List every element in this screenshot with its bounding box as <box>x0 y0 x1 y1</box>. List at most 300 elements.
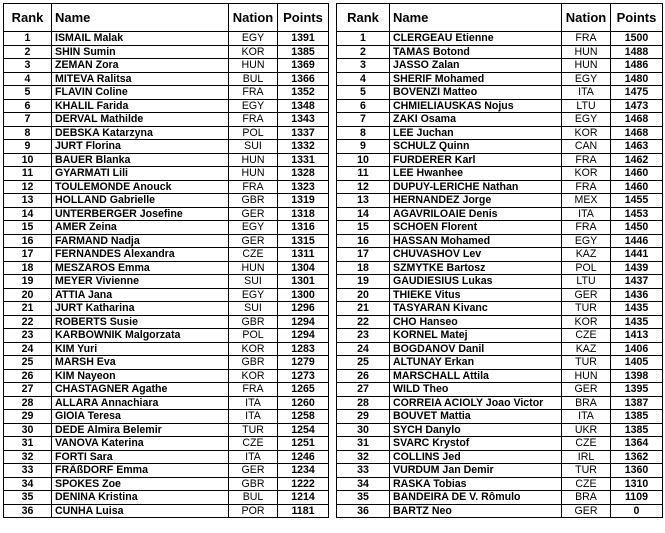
name-cell: SHIN Sumin <box>52 45 229 59</box>
name-cell: MITEVA Ralitsa <box>52 72 229 86</box>
rank-cell: 11 <box>4 167 52 181</box>
rank-cell: 29 <box>4 410 52 424</box>
table-row <box>337 180 663 194</box>
points-cell: 1323 <box>278 180 329 194</box>
points-cell: 1453 <box>611 207 663 221</box>
rank-cell: 8 <box>4 126 52 140</box>
header-row <box>4 4 329 32</box>
points-cell: 1435 <box>611 315 663 329</box>
table-row <box>337 248 663 262</box>
table-row <box>337 396 663 410</box>
name-cell: CORREIA ACIOLY Joao Victor <box>390 396 562 410</box>
rank-cell: 20 <box>337 288 390 302</box>
name-cell: SCHULZ Quinn <box>390 140 562 154</box>
rank-cell: 31 <box>337 437 390 451</box>
points-cell: 1246 <box>278 450 329 464</box>
points-cell: 1387 <box>611 396 663 410</box>
points-cell: 1328 <box>278 167 329 181</box>
rank-cell: 17 <box>337 248 390 262</box>
name-cell: MESZAROS Emma <box>52 261 229 275</box>
rank-cell: 1 <box>4 32 52 46</box>
nation-cell: LTU <box>562 275 611 289</box>
rank-cell: 35 <box>337 491 390 505</box>
nation-cell: EGY <box>229 99 278 113</box>
nation-cell: IRL <box>562 450 611 464</box>
name-cell: DERVAL Mathilde <box>52 113 229 127</box>
rank-cell: 12 <box>337 180 390 194</box>
points-cell: 1318 <box>278 207 329 221</box>
nation-cell: CZE <box>229 437 278 451</box>
points-cell: 1385 <box>278 45 329 59</box>
rank-cell: 13 <box>4 194 52 208</box>
table-row <box>337 207 663 221</box>
name-cell: FLAVIN Coline <box>52 86 229 100</box>
rank-cell: 23 <box>337 329 390 343</box>
table-row <box>337 302 663 316</box>
nation-cell: CAN <box>562 140 611 154</box>
rank-cell: 17 <box>4 248 52 262</box>
nation-cell: ITA <box>229 410 278 424</box>
rank-cell: 9 <box>337 140 390 154</box>
nation-cell: GER <box>229 207 278 221</box>
rank-cell: 28 <box>337 396 390 410</box>
rank-cell: 32 <box>4 450 52 464</box>
name-cell: ZEMAN Zora <box>52 59 229 73</box>
points-cell: 1234 <box>278 464 329 478</box>
nation-cell: GBR <box>229 315 278 329</box>
rank-cell: 12 <box>4 180 52 194</box>
points-cell: 1273 <box>278 369 329 383</box>
table-row <box>4 396 329 410</box>
nation-cell: HUN <box>229 167 278 181</box>
points-cell: 1279 <box>278 356 329 370</box>
rank-cell: 22 <box>337 315 390 329</box>
table-row <box>4 45 329 59</box>
points-cell: 1319 <box>278 194 329 208</box>
points-cell: 1385 <box>611 423 663 437</box>
table-row <box>337 221 663 235</box>
table-row <box>337 369 663 383</box>
name-cell: DEDE Almira Belemir <box>52 423 229 437</box>
rank-cell: 33 <box>4 464 52 478</box>
points-cell: 1395 <box>611 383 663 397</box>
nation-cell: TUR <box>562 356 611 370</box>
table-row <box>337 450 663 464</box>
table-row <box>337 32 663 46</box>
points-cell: 1398 <box>611 369 663 383</box>
nation-cell: FRA <box>229 180 278 194</box>
rank-cell: 25 <box>337 356 390 370</box>
points-cell: 1332 <box>278 140 329 154</box>
name-cell: MEYER Vivienne <box>52 275 229 289</box>
rank-cell: 16 <box>337 234 390 248</box>
rank-cell: 4 <box>337 72 390 86</box>
name-cell: FORTI Sara <box>52 450 229 464</box>
table-row <box>4 288 329 302</box>
points-cell: 1462 <box>611 153 663 167</box>
name-cell: TAMAS Botond <box>390 45 562 59</box>
table-row <box>337 45 663 59</box>
nation-cell: SUI <box>229 275 278 289</box>
table-row <box>4 207 329 221</box>
name-cell: BARTZ Neo <box>390 504 562 518</box>
nation-cell: HUN <box>562 45 611 59</box>
nation-cell: UKR <box>562 423 611 437</box>
rank-cell: 6 <box>337 99 390 113</box>
rank-cell: 3 <box>4 59 52 73</box>
rank-cell: 10 <box>4 153 52 167</box>
points-cell: 1406 <box>611 342 663 356</box>
rank-cell: 21 <box>337 302 390 316</box>
name-cell: SHERIF Mohamed <box>390 72 562 86</box>
header-row <box>337 4 663 32</box>
table-row <box>337 383 663 397</box>
rank-cell: 4 <box>4 72 52 86</box>
name-cell: JASSO Zalan <box>390 59 562 73</box>
table-row <box>337 275 663 289</box>
nation-cell: GBR <box>229 194 278 208</box>
rank-cell: 11 <box>337 167 390 181</box>
name-cell: MARSH Eva <box>52 356 229 370</box>
nation-cell: POL <box>229 329 278 343</box>
rank-cell: 26 <box>337 369 390 383</box>
name-cell: GYARMATI Lili <box>52 167 229 181</box>
name-cell: KIM Nayeon <box>52 369 229 383</box>
points-cell: 1109 <box>611 491 663 505</box>
nation-cell: HUN <box>229 261 278 275</box>
name-cell: WILD Theo <box>390 383 562 397</box>
points-cell: 1311 <box>278 248 329 262</box>
name-cell: DENINA Kristina <box>52 491 229 505</box>
nation-cell: POR <box>229 504 278 518</box>
table-row <box>337 491 663 505</box>
rank-cell: 31 <box>4 437 52 451</box>
table-row <box>4 32 329 46</box>
nation-cell: HUN <box>562 59 611 73</box>
rank-cell: 19 <box>4 275 52 289</box>
points-cell: 0 <box>611 504 663 518</box>
table-row <box>4 342 329 356</box>
nation-cell: GBR <box>229 356 278 370</box>
name-cell: KIM Yuri <box>52 342 229 356</box>
nation-cell: ITA <box>229 450 278 464</box>
table-row <box>4 59 329 73</box>
nation-cell: FRA <box>229 383 278 397</box>
table-row <box>337 288 663 302</box>
name-cell: GAUDIESIUS Lukas <box>390 275 562 289</box>
table-row <box>337 464 663 478</box>
points-cell: 1473 <box>611 99 663 113</box>
rank-cell: 2 <box>337 45 390 59</box>
name-cell: DUPUY-LERICHE Nathan <box>390 180 562 194</box>
nation-cell: ITA <box>562 86 611 100</box>
table-row <box>337 126 663 140</box>
points-cell: 1391 <box>278 32 329 46</box>
table-row <box>337 59 663 73</box>
name-cell: ROBERTS Susie <box>52 315 229 329</box>
rank-cell: 7 <box>4 113 52 127</box>
rank-cell: 33 <box>337 464 390 478</box>
name-cell: KHALIL Farida <box>52 99 229 113</box>
rank-cell: 15 <box>4 221 52 235</box>
nation-cell: CZE <box>562 329 611 343</box>
points-cell: 1480 <box>611 72 663 86</box>
nation-cell: CZE <box>229 248 278 262</box>
rank-cell: 25 <box>4 356 52 370</box>
nation-cell: TUR <box>229 423 278 437</box>
nation-cell: BRA <box>562 491 611 505</box>
nation-cell: FRA <box>562 153 611 167</box>
nation-cell: GER <box>229 464 278 478</box>
name-cell: SZMYTKE Bartosz <box>390 261 562 275</box>
table-row <box>4 410 329 424</box>
points-cell: 1468 <box>611 113 663 127</box>
table-row <box>337 423 663 437</box>
nation-cell: SUI <box>229 140 278 154</box>
name-cell: FERNANDES Alexandra <box>52 248 229 262</box>
table-row <box>4 464 329 478</box>
name-cell: ZAKI Osama <box>390 113 562 127</box>
table-row <box>4 356 329 370</box>
points-cell: 1360 <box>611 464 663 478</box>
name-cell: HASSAN Mohamed <box>390 234 562 248</box>
points-cell: 1214 <box>278 491 329 505</box>
ranking-table-left <box>3 3 329 518</box>
rank-cell: 20 <box>4 288 52 302</box>
rank-cell: 2 <box>4 45 52 59</box>
nation-cell: HUN <box>562 369 611 383</box>
points-cell: 1251 <box>278 437 329 451</box>
table-row <box>4 248 329 262</box>
points-cell: 1463 <box>611 140 663 154</box>
table-row <box>4 450 329 464</box>
table-row <box>337 140 663 154</box>
rank-cell: 7 <box>337 113 390 127</box>
rank-cell: 36 <box>337 504 390 518</box>
points-cell: 1488 <box>611 45 663 59</box>
name-cell: TASYARAN Kivanc <box>390 302 562 316</box>
nation-cell: GER <box>562 504 611 518</box>
points-cell: 1294 <box>278 315 329 329</box>
rank-cell: 23 <box>4 329 52 343</box>
points-header: Points <box>611 4 663 32</box>
points-cell: 1446 <box>611 234 663 248</box>
nation-cell: POL <box>562 261 611 275</box>
name-cell: ATTIA Jana <box>52 288 229 302</box>
rank-cell: 18 <box>337 261 390 275</box>
rank-cell: 26 <box>4 369 52 383</box>
points-cell: 1460 <box>611 167 663 181</box>
rank-cell: 34 <box>337 477 390 491</box>
name-header: Name <box>390 4 562 32</box>
points-cell: 1181 <box>278 504 329 518</box>
name-cell: VANOVA Katerina <box>52 437 229 451</box>
name-cell: GIOIA Teresa <box>52 410 229 424</box>
nation-cell: EGY <box>562 72 611 86</box>
ranking-table-right <box>336 3 663 518</box>
rank-cell: 14 <box>337 207 390 221</box>
points-cell: 1455 <box>611 194 663 208</box>
nation-cell: FRA <box>562 180 611 194</box>
nation-cell: GER <box>562 383 611 397</box>
points-cell: 1343 <box>278 113 329 127</box>
rank-cell: 15 <box>337 221 390 235</box>
rank-cell: 5 <box>337 86 390 100</box>
table-row <box>337 437 663 451</box>
rank-cell: 18 <box>4 261 52 275</box>
name-cell: ALTUNAY Erkan <box>390 356 562 370</box>
name-cell: UNTERBERGER Josefine <box>52 207 229 221</box>
points-cell: 1315 <box>278 234 329 248</box>
name-cell: CLERGEAU Etienne <box>390 32 562 46</box>
nation-cell: BUL <box>229 491 278 505</box>
table-row <box>4 261 329 275</box>
points-cell: 1460 <box>611 180 663 194</box>
nation-cell: LTU <box>562 99 611 113</box>
table-row <box>337 410 663 424</box>
nation-cell: TUR <box>562 464 611 478</box>
table-row <box>4 86 329 100</box>
nation-cell: ITA <box>562 207 611 221</box>
name-cell: FURDERER Karl <box>390 153 562 167</box>
points-cell: 1362 <box>611 450 663 464</box>
table-row <box>4 437 329 451</box>
nation-cell: GER <box>562 288 611 302</box>
name-header: Name <box>52 4 229 32</box>
name-cell: CHO Hanseo <box>390 315 562 329</box>
nation-header: Nation <box>229 4 278 32</box>
table-body-right <box>337 32 663 518</box>
rank-cell: 21 <box>4 302 52 316</box>
table-row <box>4 302 329 316</box>
rank-cell: 22 <box>4 315 52 329</box>
nation-cell: BUL <box>229 72 278 86</box>
name-cell: VURDUM Jan Demir <box>390 464 562 478</box>
points-header: Points <box>278 4 329 32</box>
nation-cell: EGY <box>229 32 278 46</box>
table-row <box>4 315 329 329</box>
name-cell: BOGDANOV Danil <box>390 342 562 356</box>
nation-cell: FRA <box>562 32 611 46</box>
table-row <box>337 315 663 329</box>
nation-cell: KOR <box>229 342 278 356</box>
points-cell: 1413 <box>611 329 663 343</box>
table-row <box>337 356 663 370</box>
name-cell: LEE Hwanhee <box>390 167 562 181</box>
name-cell: SCHOEN Florent <box>390 221 562 235</box>
table-row <box>4 72 329 86</box>
name-cell: ALLARA Annachiara <box>52 396 229 410</box>
rank-cell: 16 <box>4 234 52 248</box>
nation-header: Nation <box>562 4 611 32</box>
nation-cell: KAZ <box>562 248 611 262</box>
nation-cell: KOR <box>562 167 611 181</box>
rank-cell: 24 <box>337 342 390 356</box>
table-row <box>337 86 663 100</box>
rank-cell: 8 <box>337 126 390 140</box>
rank-header: Rank <box>337 4 390 32</box>
points-cell: 1486 <box>611 59 663 73</box>
table-row <box>4 99 329 113</box>
nation-cell: EGY <box>562 113 611 127</box>
points-cell: 1348 <box>278 99 329 113</box>
nation-cell: KOR <box>562 315 611 329</box>
nation-cell: GBR <box>229 477 278 491</box>
nation-cell: KOR <box>562 126 611 140</box>
points-cell: 1310 <box>611 477 663 491</box>
points-cell: 1385 <box>611 410 663 424</box>
table-row <box>4 504 329 518</box>
rank-cell: 6 <box>4 99 52 113</box>
name-cell: CHASTAGNER Agathe <box>52 383 229 397</box>
name-cell: SVARC Krystof <box>390 437 562 451</box>
table-row <box>4 180 329 194</box>
name-cell: SPOKES Zoe <box>52 477 229 491</box>
table-row <box>4 221 329 235</box>
rank-cell: 19 <box>337 275 390 289</box>
table-row <box>337 329 663 343</box>
rank-cell: 30 <box>4 423 52 437</box>
table-row <box>337 194 663 208</box>
table-row <box>4 153 329 167</box>
points-cell: 1301 <box>278 275 329 289</box>
table-row <box>337 477 663 491</box>
rank-cell: 35 <box>4 491 52 505</box>
name-cell: JURT Florina <box>52 140 229 154</box>
name-cell: AMER Zeina <box>52 221 229 235</box>
name-cell: BOVENZI Matteo <box>390 86 562 100</box>
points-cell: 1437 <box>611 275 663 289</box>
points-cell: 1436 <box>611 288 663 302</box>
rank-cell: 29 <box>337 410 390 424</box>
rank-cell: 27 <box>337 383 390 397</box>
table-row <box>4 113 329 127</box>
table-row <box>337 342 663 356</box>
points-cell: 1283 <box>278 342 329 356</box>
points-cell: 1265 <box>278 383 329 397</box>
table-body-left <box>4 32 329 518</box>
rank-cell: 32 <box>337 450 390 464</box>
nation-cell: ITA <box>562 410 611 424</box>
points-cell: 1441 <box>611 248 663 262</box>
table-row <box>337 153 663 167</box>
table-row <box>4 140 329 154</box>
nation-cell: EGY <box>229 288 278 302</box>
nation-cell: KAZ <box>562 342 611 356</box>
rank-cell: 28 <box>4 396 52 410</box>
points-cell: 1500 <box>611 32 663 46</box>
points-cell: 1450 <box>611 221 663 235</box>
name-cell: BAUER Blanka <box>52 153 229 167</box>
name-cell: BANDEIRA DE V. Rômulo <box>390 491 562 505</box>
table-row <box>337 113 663 127</box>
name-cell: JURT Katharina <box>52 302 229 316</box>
points-cell: 1369 <box>278 59 329 73</box>
nation-cell: HUN <box>229 59 278 73</box>
points-cell: 1439 <box>611 261 663 275</box>
rank-cell: 34 <box>4 477 52 491</box>
nation-cell: HUN <box>229 153 278 167</box>
nation-cell: POL <box>229 126 278 140</box>
name-cell: LEE Juchan <box>390 126 562 140</box>
table-row <box>337 261 663 275</box>
name-cell: CHUVASHOV Lev <box>390 248 562 262</box>
name-cell: MARSCHALL Attila <box>390 369 562 383</box>
points-cell: 1300 <box>278 288 329 302</box>
table-row <box>4 369 329 383</box>
name-cell: THIEKE Vitus <box>390 288 562 302</box>
table-row <box>4 423 329 437</box>
